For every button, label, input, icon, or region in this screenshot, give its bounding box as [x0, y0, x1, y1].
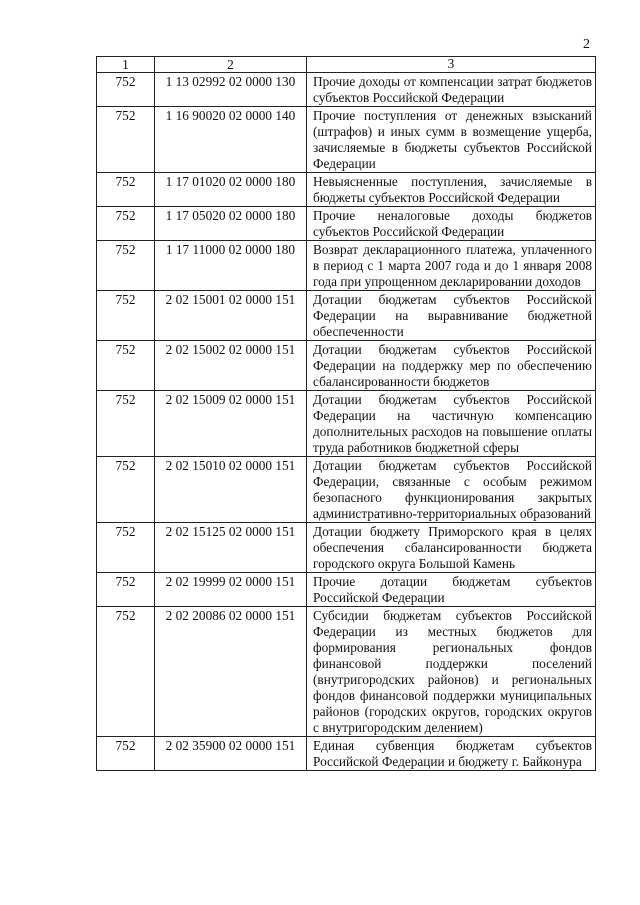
table-header-row: [97, 57, 596, 73]
table-row: [97, 607, 596, 737]
revenue-name-cell: Дотации бюджетам субъектов Российской Федерации на частичную компенсацию дополнительных расходов на повышение оплаты труда работников бюджетной сферы: [307, 391, 596, 457]
table-row: [97, 207, 596, 241]
admin-code-cell: 752: [97, 391, 155, 457]
table-row: [97, 107, 596, 173]
revenue-code-cell: 2 02 20086 02 0000 151: [155, 607, 307, 737]
admin-code-cell: 752: [97, 457, 155, 523]
table-row: [97, 457, 596, 523]
page-number: 2: [583, 37, 590, 52]
admin-code-cell: 752: [97, 341, 155, 391]
revenue-code-cell: 2 02 15001 02 0000 151: [155, 291, 307, 341]
table-row: [97, 737, 596, 771]
revenue-name-cell: Дотации бюджетам субъектов Российской Федерации, связанные с особым режимом безопасного функционирования закрытых административно-территориальных образований: [307, 457, 596, 523]
revenue-name-cell: Возврат декларационного платежа, уплаченного в период с 1 марта 2007 года и до 1 января 2008 года при упрощенном декларировании доходов: [307, 241, 596, 291]
table-row: [97, 73, 596, 107]
revenue-code-cell: 1 13 02992 02 0000 130: [155, 73, 307, 107]
admin-code-cell: 752: [97, 73, 155, 107]
table-row: [97, 241, 596, 291]
table-row: [97, 173, 596, 207]
budget-codes-table: [96, 56, 596, 771]
revenue-code-cell: 2 02 15009 02 0000 151: [155, 391, 307, 457]
revenue-code-cell: 1 17 05020 02 0000 180: [155, 207, 307, 241]
admin-code-cell: 752: [97, 607, 155, 737]
revenue-name-cell: Прочие поступления от денежных взысканий (штрафов) и иных сумм в возмещение ущерба, зачисляемые в бюджеты субъектов Российской Федерации: [307, 107, 596, 173]
revenue-code-cell: 2 02 15002 02 0000 151: [155, 341, 307, 391]
admin-code-cell: 752: [97, 207, 155, 241]
table-row: [97, 391, 596, 457]
revenue-name-cell: Прочие дотации бюджетам субъектов Российской Федерации: [307, 573, 596, 607]
revenue-name-cell: Субсидии бюджетам субъектов Российской Федерации из местных бюджетов для формирования региональных фондов финансовой поддержки поселений (внутригородских районов) и региональных фондов финансовой поддержки муниципальных районов (городских округов, городских округов с внутригородским делением): [307, 607, 596, 737]
revenue-code-cell: 1 16 90020 02 0000 140: [155, 107, 307, 173]
admin-code-cell: 752: [97, 291, 155, 341]
admin-code-cell: 752: [97, 573, 155, 607]
revenue-name-cell: Дотации бюджетам субъектов Российской Федерации на выравнивание бюджетной обеспеченности: [307, 291, 596, 341]
revenue-name-cell: Дотации бюджету Приморского края в целях обеспечения сбалансированности бюджета городского округа Большой Камень: [307, 523, 596, 573]
table-row: [97, 523, 596, 573]
revenue-name-cell: Прочие неналоговые доходы бюджетов субъектов Российской Федерации: [307, 207, 596, 241]
revenue-code-cell: 2 02 15125 02 0000 151: [155, 523, 307, 573]
revenue-code-cell: 2 02 35900 02 0000 151: [155, 737, 307, 771]
revenue-code-cell: 1 17 01020 02 0000 180: [155, 173, 307, 207]
admin-code-cell: 752: [97, 173, 155, 207]
admin-code-cell: 752: [97, 523, 155, 573]
revenue-code-cell: 2 02 15010 02 0000 151: [155, 457, 307, 523]
revenue-name-cell: Единая субвенция бюджетам субъектов Российской Федерации и бюджету г. Байконура: [307, 737, 596, 771]
revenue-name-cell: Невыясненные поступления, зачисляемые в бюджеты субъектов Российской Федерации: [307, 173, 596, 207]
header-col-3: 3: [307, 57, 596, 73]
revenue-code-cell: 2 02 19999 02 0000 151: [155, 573, 307, 607]
admin-code-cell: 752: [97, 107, 155, 173]
header-col-1: 1: [97, 57, 155, 73]
admin-code-cell: 752: [97, 737, 155, 771]
revenue-code-cell: 1 17 11000 02 0000 180: [155, 241, 307, 291]
table-row: [97, 573, 596, 607]
table-row: [97, 341, 596, 391]
revenue-name-cell: Дотации бюджетам субъектов Российской Федерации на поддержку мер по обеспечению сбалансированности бюджетов: [307, 341, 596, 391]
table-row: [97, 291, 596, 341]
header-col-2: 2: [155, 57, 307, 73]
admin-code-cell: 752: [97, 241, 155, 291]
revenue-name-cell: Прочие доходы от компенсации затрат бюджетов субъектов Российской Федерации: [307, 73, 596, 107]
